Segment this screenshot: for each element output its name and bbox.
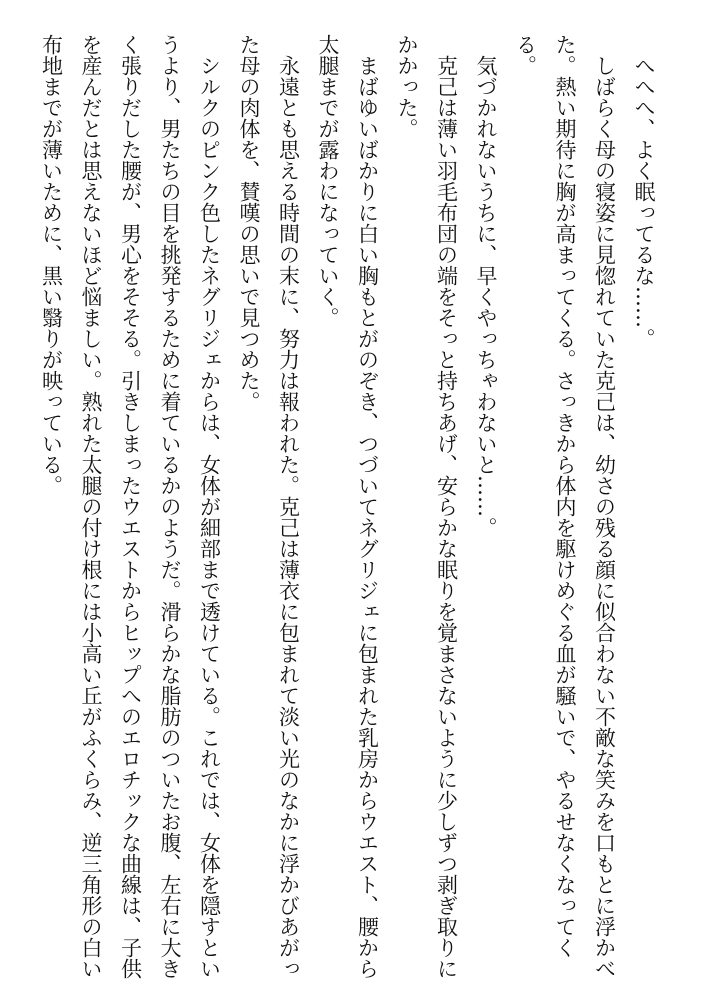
paragraph-1: へへへ、よく眠ってるな……。 <box>632 55 656 349</box>
paragraph-4: 克己は薄い羽毛布団の端をそっと持ちあげ、安らかな眠りを覚まさないように少しずつ剥ぎ取りにかかった。 <box>395 34 459 979</box>
paragraph-5: まばゆいばかりに白い胸もとがのぞき、つづいてネグリジェに包まれた乳房からウエスト、腰から太腿までが露わになっていく。 <box>316 34 380 979</box>
vertical-text-body <box>31 34 663 980</box>
paragraph-6: 永遠とも思える時間の末に、努力は報われた。克己は薄衣に包まれて淡い光のなかに浮かびあがった母の肉体を、賛嘆の思いで見つめた。 <box>237 34 301 979</box>
paragraph-3: 気づかれないうちに、早くやっちゃわないと……。 <box>474 55 498 538</box>
paragraph-2: しばらく母の寝姿に見惚れていた克己は、幼さの残る顔に似合わない不敵な笑みを口もとに浮かべた。熱い期待に胸が高まってくる。さっきから体内を駆けめぐる血が騒いで、やるせなくなってくる。 <box>513 34 617 979</box>
paragraph-7: シルクのピンク色したネグリジェからは、女体が細部まで透けている。これでは、女体を隠すというより、男たちの目を挑発するために着ているかのようだ。滑らかな脂肪のついたお腹、左右に大きく張りだした腰が、男心をそそる。引きしまったウエストからヒップへのエロチックな曲線は、子供を産んだとは思えないほど悩ましい。熟れた太腿の付け根には小高い丘がふくらみ、逆三角形の白い布地までが薄いために、黒い翳りが映っている。 <box>39 34 222 979</box>
